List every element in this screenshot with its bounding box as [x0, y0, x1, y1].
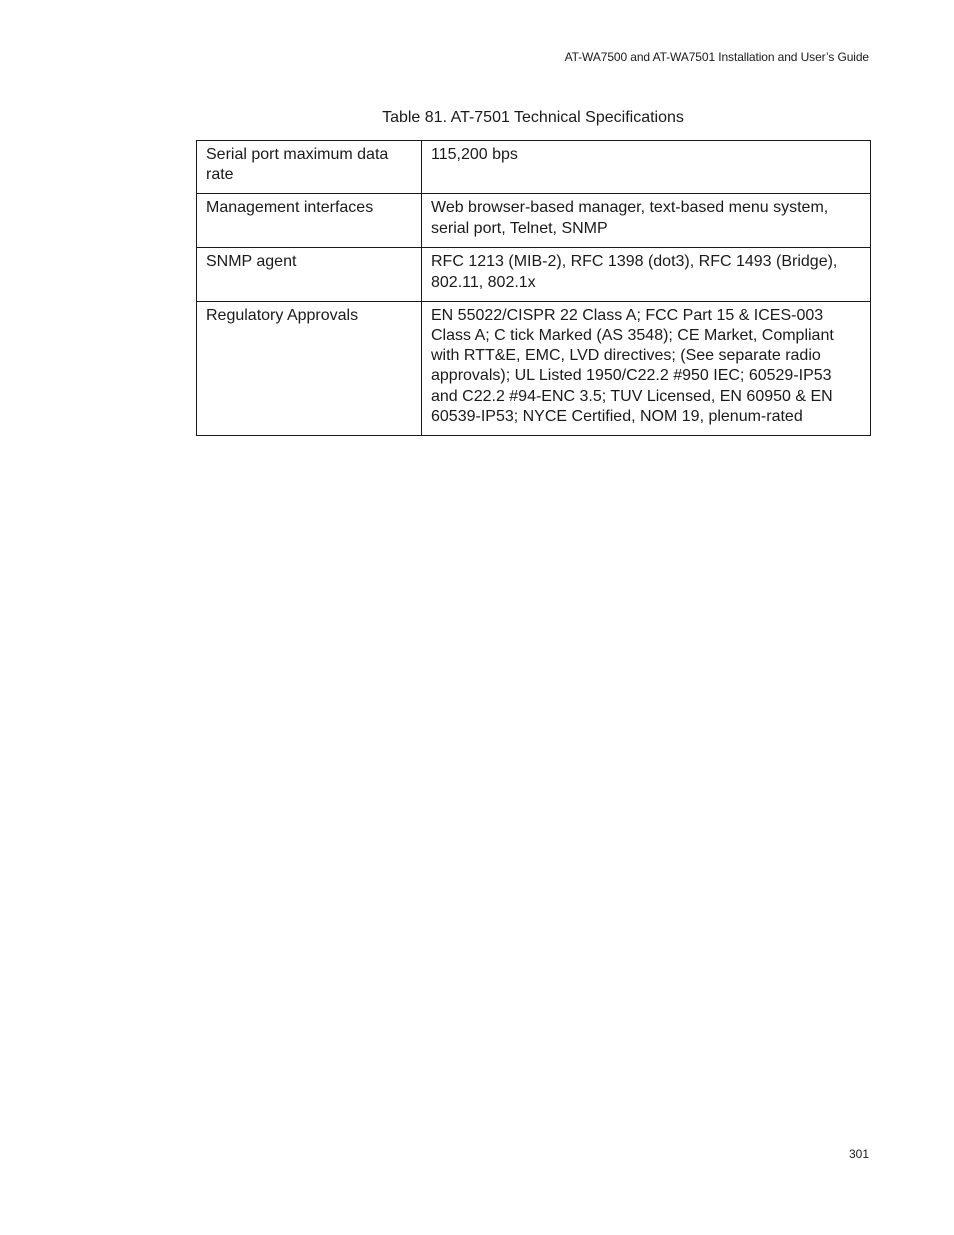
spec-value: 115,200 bps [422, 141, 871, 194]
spec-value: RFC 1213 (MIB-2), RFC 1398 (dot3), RFC 1493 (Bridge), 802.11, 802.1x [422, 248, 871, 301]
running-header: AT-WA7500 and AT-WA7501 Installation and User’s Guide [564, 50, 869, 64]
spec-label: Serial port maximum data rate [197, 141, 422, 194]
table-row [197, 248, 871, 301]
table-caption: Table 81. AT-7501 Technical Specifications [382, 109, 684, 126]
spec-label: Regulatory Approvals [197, 301, 422, 435]
spec-value: Web browser-based manager, text-based menu system, serial port, Telnet, SNMP [422, 194, 871, 248]
page-number: 301 [848, 1147, 869, 1161]
specifications-table [196, 140, 871, 436]
spec-label: Management interfaces [197, 194, 422, 248]
spec-label: SNMP agent [197, 248, 422, 301]
table-row [197, 194, 871, 248]
table-row [197, 141, 871, 194]
table-row [197, 301, 871, 435]
spec-value: EN 55022/CISPR 22 Class A; FCC Part 15 & ICES-003 Class A; C tick Marked (AS 3548); CE Market, Compliant with RTT&E, EMC, LVD directives; (See separate radio approvals); UL Listed 1950/C22.2 #950 IEC; 60529-IP53 and C22.2 #94-ENC 3.5; TUV Licensed, EN 60950 & EN 60539-IP53; NYCE Certified, NOM 19, plenum-rated [422, 301, 871, 435]
